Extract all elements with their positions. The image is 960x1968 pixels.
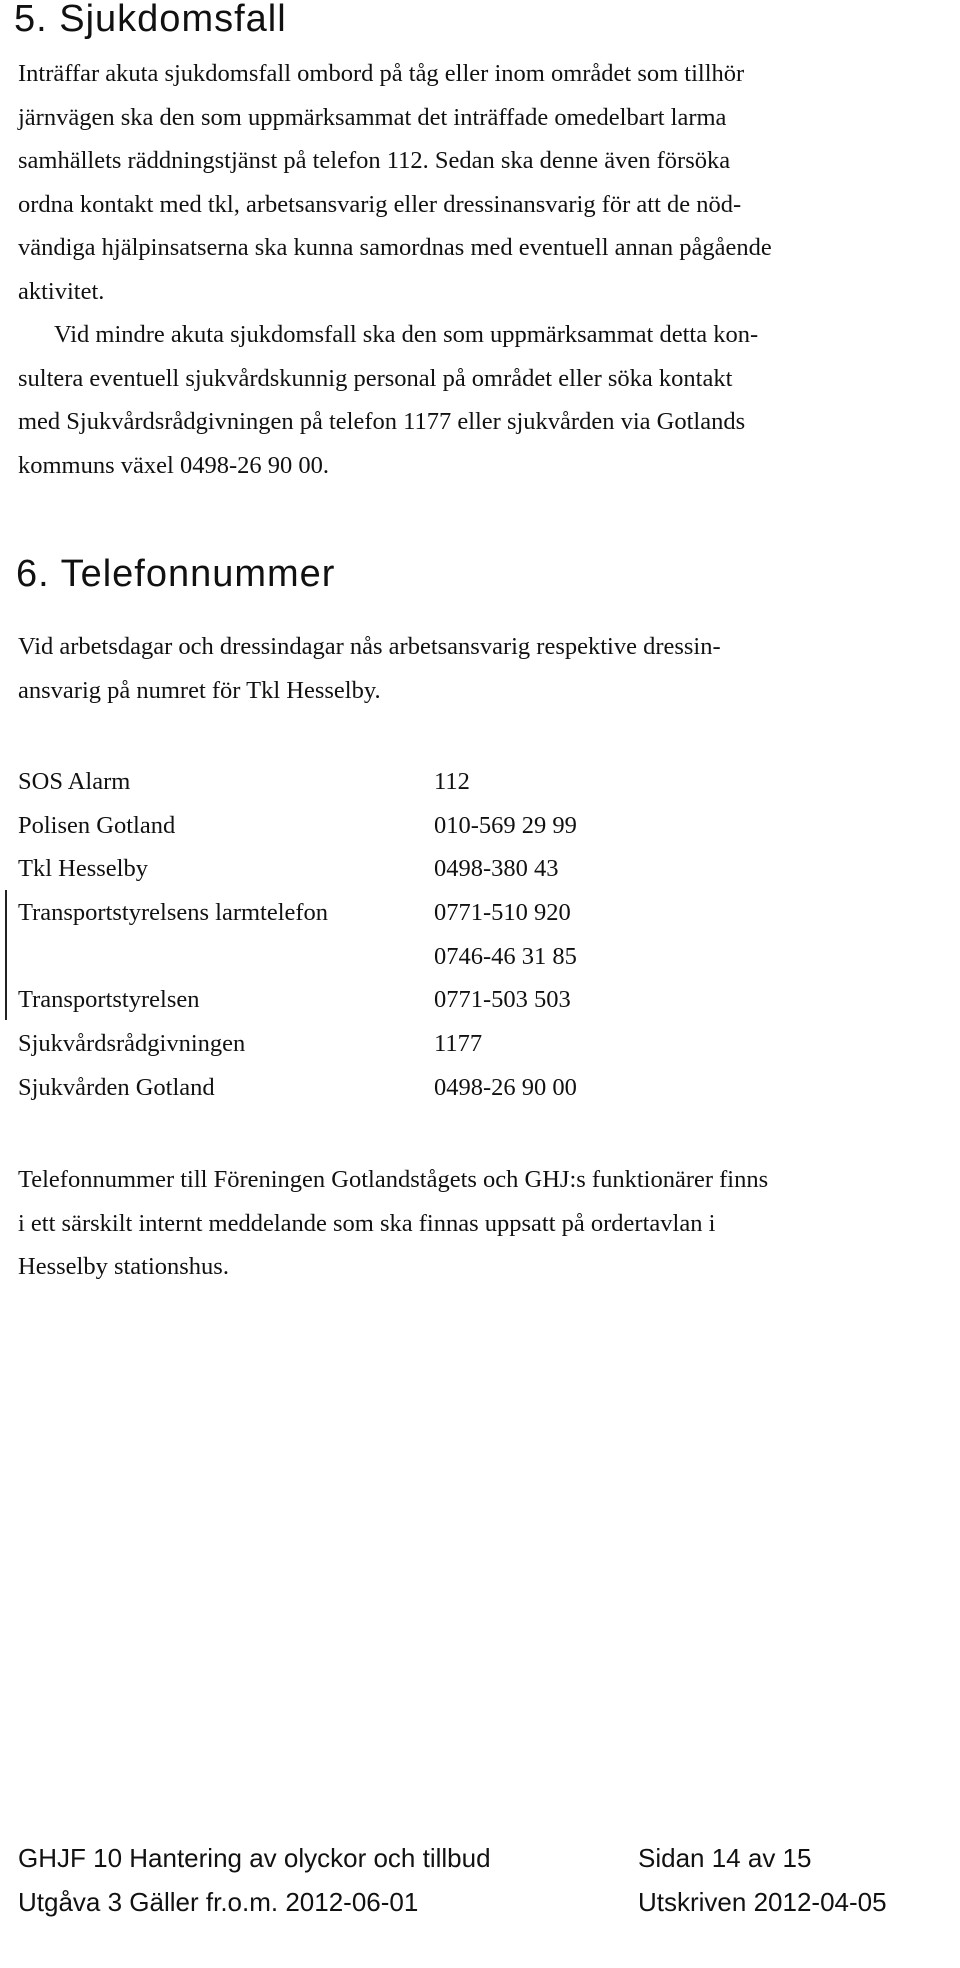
phone-contact-name: Tkl Hesselby xyxy=(18,855,148,883)
phone-contact-name: Transportstyrelsen xyxy=(18,986,200,1014)
text-line: järnvägen ska den som uppmärksammat det inträffade omedelbart larma xyxy=(18,103,727,131)
text-line: med Sjukvårdsrådgivningen på telefon 1177 eller sjukvården via Gotlands xyxy=(18,408,746,435)
phone-contact-name xyxy=(18,935,434,979)
phone-contact-name: Polisen Gotland xyxy=(18,811,176,839)
text-line: Vid mindre akuta sjukdomsfall ska den som uppmärksammat detta kon- xyxy=(54,321,759,348)
phone-number: 1177 xyxy=(434,1030,483,1058)
phone-number-list xyxy=(18,760,577,1110)
text-line: vändiga hjälpinsatserna ska kunna samordnas med eventuell annan pågående xyxy=(18,234,772,261)
footer-row xyxy=(18,1836,887,1880)
text-line: Inträffar akuta sjukdomsfall ombord på tåg eller inom området som tillhör xyxy=(18,60,745,87)
text-line: sultera eventuell sjukvårdskunnig personal på området eller söka kontakt xyxy=(18,364,733,392)
footer-doc-title: GHJF 10 Hantering av olyckor och tillbud xyxy=(18,1843,491,1873)
phone-number: 0498-380 43 xyxy=(434,855,559,883)
phone-row xyxy=(18,1022,577,1066)
phone-row xyxy=(18,804,577,848)
text-line: ordna kontakt med tkl, arbetsansvarig eller dressinansvarig för att de nöd- xyxy=(18,190,742,218)
phone-contact-name: Transportstyrelsens larmtelefon xyxy=(18,899,329,927)
phone-number: 112 xyxy=(434,768,470,795)
text-line: ansvarig på numret för Tkl Hesselby. xyxy=(18,676,381,704)
phone-row xyxy=(18,1066,577,1110)
phone-row xyxy=(18,935,577,979)
text-line: Vid arbetsdagar och dressindagar nås arbetsansvarig respektive dressin- xyxy=(18,633,721,660)
phone-contact-name: Sjukvårdsrådgivningen xyxy=(18,1030,246,1058)
text-line: samhällets räddningstjänst på telefon 112. Sedan ska denne även försöka xyxy=(18,147,731,174)
text-line: aktivitet. xyxy=(18,277,105,305)
phone-contact-name: SOS Alarm xyxy=(18,768,131,795)
phone-number: 0771-510 920 xyxy=(434,899,571,927)
footer-edition: Utgåva 3 Gäller fr.o.m. 2012-06-01 xyxy=(18,1887,419,1917)
phone-row xyxy=(18,760,577,804)
phone-contact-name: Sjukvården Gotland xyxy=(18,1073,215,1101)
page-footer xyxy=(18,1836,887,1924)
footer-row xyxy=(18,1880,887,1924)
phone-row xyxy=(18,847,577,891)
section-5-paragraph-1 xyxy=(18,52,772,313)
section-5-title: 5. Sjukdomsfall xyxy=(14,0,287,40)
section-5-paragraph-2 xyxy=(18,313,758,487)
footer-printed-date: Utskriven 2012-04-05 xyxy=(638,1887,887,1917)
phone-number: 010-569 29 99 xyxy=(434,811,577,839)
text-line: kommuns växel 0498-26 90 00. xyxy=(18,451,329,479)
text-line: Telefonnummer till Föreningen Gotlandstågets och GHJ:s funktionärer finns xyxy=(18,1166,769,1193)
footer-page-info: Sidan 14 av 15 xyxy=(638,1843,812,1873)
revision-change-bar xyxy=(5,890,7,1020)
text-line: i ett särskilt internt meddelande som ska finnas uppsatt på ordertavlan i xyxy=(18,1209,716,1237)
phone-number: 0746-46 31 85 xyxy=(434,942,577,970)
phone-number: 0498-26 90 00 xyxy=(434,1073,577,1101)
section-6-intro xyxy=(18,625,721,712)
phone-row xyxy=(18,891,577,935)
section-6-title: 6. Telefonnummer xyxy=(16,553,336,595)
phone-row xyxy=(18,978,577,1022)
phone-number: 0771-503 503 xyxy=(434,986,571,1014)
section-6-closing xyxy=(18,1158,768,1289)
text-line: Hesselby stationshus. xyxy=(18,1253,229,1280)
